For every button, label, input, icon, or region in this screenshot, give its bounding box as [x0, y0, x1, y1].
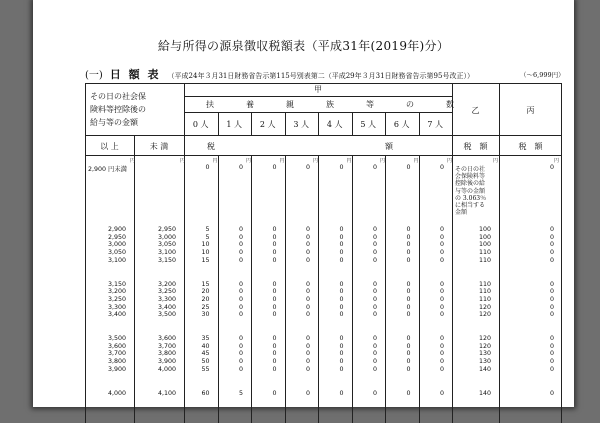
tax-value: 0	[406, 365, 411, 373]
tax-value: 0	[272, 295, 277, 303]
amount-to: 3,500	[157, 311, 176, 319]
hei-value: 0	[549, 358, 554, 366]
amount-to: 3,300	[157, 295, 176, 303]
tax-value: 0	[439, 164, 444, 171]
tax-value: 0	[439, 226, 444, 233]
amount-from: 3,050	[107, 249, 126, 257]
document-page	[33, 0, 574, 407]
tax-value: 0	[406, 280, 411, 288]
tax-value: 0	[439, 280, 444, 288]
tax-value: 0	[439, 342, 444, 350]
tax-value: 0	[439, 233, 444, 241]
tax-value: 0	[439, 358, 444, 366]
tax-value: 0	[238, 226, 243, 233]
tax-value: 0	[406, 241, 411, 249]
table-rule	[85, 135, 562, 136]
amount-from: 3,400	[107, 311, 126, 319]
yen-unit: 円	[554, 158, 560, 164]
otsu-value: 130	[478, 350, 491, 358]
otsu-value: 110	[478, 288, 491, 296]
tax-value: 0	[238, 280, 243, 288]
amount-to: 4,100	[157, 389, 176, 397]
hei-value: 0	[549, 350, 554, 358]
tax-value: 0	[372, 249, 377, 257]
tax-value: 0	[305, 233, 310, 241]
tax-value: 0	[305, 226, 310, 233]
tax-value: 0	[372, 226, 377, 233]
dependent-count: 2 人	[259, 120, 276, 129]
gaku-header: 額	[385, 142, 393, 151]
otsu-note: 会保険料等	[455, 173, 486, 181]
tax-value: 0	[305, 280, 310, 288]
otsu-zei-header: 税 額	[463, 142, 488, 151]
otsu-note: に相当する	[455, 202, 486, 209]
yen-unit: 円	[246, 158, 252, 164]
otsu-note: 与等の金額	[455, 187, 486, 195]
tax-value: 0	[439, 311, 444, 319]
tax-value: 0	[339, 288, 344, 296]
tax-value: 15	[201, 280, 210, 288]
tax-value: 0	[238, 233, 243, 241]
tax-value: 0	[372, 311, 377, 319]
yen-unit: 円	[493, 158, 499, 164]
first-row-miman: 2,900 円未満	[88, 166, 127, 173]
dependent-count: 6 人	[393, 120, 410, 129]
dependents-header: 扶	[206, 100, 214, 109]
amount-from: 3,150	[107, 280, 126, 288]
tax-value: 0	[205, 164, 210, 171]
tax-value: 0	[339, 335, 344, 342]
amount-to: 3,250	[157, 288, 176, 296]
hei-value: 0	[549, 311, 554, 319]
dependents-header: 数	[446, 100, 454, 109]
tax-value: 0	[372, 342, 377, 350]
miman-header: 未 満	[149, 142, 169, 151]
tax-value: 0	[305, 350, 310, 358]
dependent-count: 4 人	[326, 120, 343, 129]
tax-value: 0	[305, 303, 310, 311]
tax-value: 0	[406, 358, 411, 366]
hei-value: 0	[549, 256, 554, 264]
tax-value: 0	[272, 288, 277, 296]
section-number: (一)	[85, 70, 103, 81]
amount-from: 3,600	[107, 342, 126, 350]
tax-value: 0	[305, 241, 310, 249]
dependents-header: 族	[326, 100, 334, 109]
amount-to: 3,200	[157, 280, 176, 288]
amount-from: 3,800	[107, 358, 126, 366]
tax-value: 0	[339, 295, 344, 303]
hei-value: 0	[549, 295, 554, 303]
tax-value: 0	[372, 303, 377, 311]
ijo-header: 以 上	[100, 142, 119, 151]
tax-value: 0	[372, 280, 377, 288]
tax-value: 35	[201, 335, 210, 342]
otsu-note: 金額	[455, 209, 468, 217]
tax-value: 0	[339, 303, 344, 311]
otsu-value: 140	[478, 389, 491, 397]
yen-unit: 円	[413, 158, 419, 164]
tax-value: 0	[406, 256, 411, 264]
tax-value: 0	[272, 389, 277, 397]
amount-from: 3,250	[107, 295, 126, 303]
amount-from: 2,900	[107, 226, 126, 233]
yen-unit: 円	[279, 158, 285, 164]
tax-value: 0	[238, 288, 243, 296]
otsu-value: 130	[478, 358, 491, 366]
tax-value: 0	[406, 249, 411, 257]
tax-value: 0	[439, 256, 444, 264]
hei-value: 0	[549, 241, 554, 249]
tax-value: 0	[272, 350, 277, 358]
tax-value: 0	[272, 342, 277, 350]
amount-from: 3,700	[107, 350, 126, 358]
otsu-value: 120	[478, 342, 491, 350]
tax-value: 0	[238, 164, 243, 171]
tax-value: 0	[339, 389, 344, 397]
tax-value: 0	[272, 249, 277, 257]
hei-zei-header: 税 額	[518, 142, 543, 151]
tax-value: 0	[305, 342, 310, 350]
hei-value: 0	[549, 389, 554, 397]
tax-value: 0	[439, 303, 444, 311]
tax-value: 20	[201, 295, 210, 303]
tax-value: 0	[339, 226, 344, 233]
hei-value: 0	[549, 288, 554, 296]
otsu-header: 乙	[471, 106, 480, 115]
hei-header: 丙	[526, 106, 535, 115]
tax-value: 0	[238, 342, 243, 350]
tax-value: 0	[238, 256, 243, 264]
document-title: 給与所得の源泉徴収税額表（平成31年(2019年)分）	[157, 39, 450, 53]
tax-value: 0	[372, 389, 377, 397]
tax-value: 0	[339, 249, 344, 257]
amount-to: 2,950	[157, 226, 176, 233]
ko-header: 甲	[314, 85, 322, 94]
hei-value: 0	[549, 249, 554, 257]
tax-value: 0	[339, 233, 344, 241]
otsu-value: 120	[478, 311, 491, 319]
dependents-header: 等	[366, 100, 374, 109]
tax-value: 0	[238, 311, 243, 319]
yen-unit: 円	[180, 158, 186, 164]
hei-value: 0	[549, 164, 554, 171]
tax-value: 0	[305, 365, 310, 373]
otsu-note: の 3.063％	[455, 194, 487, 202]
tax-value: 0	[406, 350, 411, 358]
section-note: （平成24年３月31日財務省告示第115号別表第二（平成29年３月31日財務省告示第95号改正））	[167, 72, 474, 80]
yen-unit: 円	[313, 158, 319, 164]
yen-unit: 円	[447, 158, 453, 164]
tax-value: 0	[439, 350, 444, 358]
amount-to: 4,000	[157, 365, 176, 373]
tax-value: 10	[201, 241, 210, 249]
salary-column-header: その日の社会保	[90, 92, 146, 101]
yen-unit: 円	[346, 158, 352, 164]
table-rule	[184, 96, 452, 97]
yen-unit: 円	[212, 158, 218, 164]
otsu-value: 110	[478, 280, 491, 288]
tax-value: 0	[238, 303, 243, 311]
tax-value: 5	[238, 389, 243, 397]
amount-to: 3,050	[157, 241, 176, 249]
amount-from: 3,500	[107, 335, 126, 342]
tax-value: 0	[406, 389, 411, 397]
tax-value: 0	[339, 311, 344, 319]
tax-value: 0	[272, 335, 277, 342]
hei-value: 0	[549, 226, 554, 233]
amount-to: 3,150	[157, 256, 176, 264]
tax-value: 0	[372, 164, 377, 171]
tax-value: 0	[305, 256, 310, 264]
tax-value: 0	[439, 288, 444, 296]
tax-value: 0	[305, 249, 310, 257]
tax-value: 0	[272, 311, 277, 319]
tax-value: 0	[272, 226, 277, 233]
tax-table	[85, 83, 562, 423]
tax-value: 0	[272, 241, 277, 249]
tax-value: 0	[272, 358, 277, 366]
dependent-count: 1 人	[226, 120, 243, 129]
tax-value: 0	[305, 389, 310, 397]
tax-value: 0	[238, 358, 243, 366]
dependent-count: 7 人	[427, 120, 444, 129]
amount-from: 3,100	[107, 256, 126, 264]
tax-value: 0	[305, 288, 310, 296]
amount-from: 3,900	[107, 365, 126, 373]
zei-header: 税	[207, 142, 215, 151]
tax-value: 0	[238, 295, 243, 303]
tax-value: 0	[439, 335, 444, 342]
tax-value: 0	[238, 249, 243, 257]
salary-column-header: 給与等の金額	[90, 118, 138, 127]
tax-value: 0	[339, 241, 344, 249]
hei-value: 0	[549, 233, 554, 241]
tax-value: 0	[305, 311, 310, 319]
tax-value: 0	[238, 365, 243, 373]
tax-value: 0	[272, 280, 277, 288]
table-rule	[561, 83, 562, 423]
tax-value: 40	[201, 342, 210, 350]
amount-to: 3,700	[157, 342, 176, 350]
tax-value: 0	[272, 164, 277, 171]
amount-to: 3,000	[157, 233, 176, 241]
amount-from: 4,000	[107, 389, 126, 397]
amount-from: 3,200	[107, 288, 126, 296]
tax-value: 0	[372, 288, 377, 296]
amount-to: 3,900	[157, 358, 176, 366]
dependents-header: 養	[246, 100, 254, 109]
range-note: （～6,999円）	[520, 71, 565, 79]
tax-value: 0	[372, 256, 377, 264]
tax-value: 0	[272, 303, 277, 311]
tax-value: 0	[372, 365, 377, 373]
tax-value: 0	[406, 295, 411, 303]
otsu-value: 120	[478, 303, 491, 311]
tax-value: 0	[406, 335, 411, 342]
tax-value: 15	[201, 256, 210, 264]
section-heading	[85, 66, 474, 82]
tax-value: 0	[439, 295, 444, 303]
otsu-value: 110	[478, 249, 491, 257]
tax-value: 0	[372, 295, 377, 303]
tax-value: 5	[205, 226, 210, 233]
tax-value: 0	[372, 335, 377, 342]
amount-to: 3,100	[157, 249, 176, 257]
tax-value: 45	[201, 350, 210, 358]
yen-unit: 円	[380, 158, 386, 164]
section-name: 日 額 表	[109, 68, 161, 81]
tax-value: 0	[406, 288, 411, 296]
table-rule	[134, 135, 135, 423]
yen-unit: 円	[130, 158, 136, 164]
tax-value: 0	[406, 233, 411, 241]
tax-value: 0	[272, 256, 277, 264]
tax-value: 0	[406, 342, 411, 350]
tax-value: 10	[201, 249, 210, 257]
hei-value: 0	[549, 335, 554, 342]
tax-value: 60	[201, 389, 210, 397]
tax-value: 0	[339, 256, 344, 264]
tax-value: 5	[205, 233, 210, 241]
otsu-value: 100	[478, 241, 491, 249]
tax-value: 0	[372, 241, 377, 249]
tax-value: 0	[305, 358, 310, 366]
tax-value: 0	[305, 164, 310, 171]
otsu-value: 140	[478, 365, 491, 373]
dependent-count: 0 人	[192, 120, 209, 129]
amount-to: 3,800	[157, 350, 176, 358]
hei-value: 0	[549, 342, 554, 350]
tax-value: 0	[339, 365, 344, 373]
tax-value: 0	[372, 350, 377, 358]
tax-value: 0	[339, 342, 344, 350]
tax-value: 0	[238, 335, 243, 342]
amount-from: 3,300	[107, 303, 126, 311]
tax-value: 50	[201, 358, 210, 366]
hei-value: 0	[549, 365, 554, 373]
tax-value: 20	[201, 288, 210, 296]
tax-value: 0	[305, 335, 310, 342]
tax-value: 0	[406, 303, 411, 311]
tax-value: 0	[372, 358, 377, 366]
tax-value: 0	[439, 241, 444, 249]
tax-value: 30	[201, 311, 210, 319]
tax-value: 0	[406, 226, 411, 233]
otsu-value: 110	[478, 256, 491, 264]
tax-value: 0	[372, 233, 377, 241]
dependent-count: 5 人	[360, 120, 377, 129]
otsu-note: その日の社	[455, 166, 486, 173]
tax-value: 0	[305, 295, 310, 303]
salary-column-header: 険料等控除後の	[90, 105, 146, 114]
dependent-count: 3 人	[293, 120, 310, 129]
otsu-note: 控除後の給	[455, 180, 486, 188]
tax-value: 0	[339, 350, 344, 358]
tax-value: 0	[339, 164, 344, 171]
tax-value: 0	[439, 249, 444, 257]
otsu-value: 100	[478, 233, 491, 241]
amount-from: 2,950	[107, 233, 126, 241]
dependents-header: 親	[286, 100, 294, 109]
tax-value: 25	[201, 303, 210, 311]
amount-to: 3,600	[157, 335, 176, 342]
tax-value: 0	[272, 233, 277, 241]
amount-from: 3,000	[107, 241, 126, 249]
otsu-value: 110	[478, 295, 491, 303]
tax-value: 0	[406, 311, 411, 319]
otsu-value: 100	[478, 226, 491, 233]
tax-value: 55	[201, 365, 210, 373]
tax-value: 0	[406, 164, 411, 171]
table-rule	[499, 83, 500, 423]
table-rule	[85, 155, 562, 156]
tax-value: 0	[439, 389, 444, 397]
dependents-header: の	[406, 100, 414, 109]
otsu-value: 120	[478, 335, 491, 342]
tax-value: 0	[238, 241, 243, 249]
tax-value: 0	[272, 365, 277, 373]
hei-value: 0	[549, 280, 554, 288]
tax-value: 0	[439, 365, 444, 373]
amount-to: 3,400	[157, 303, 176, 311]
hei-value: 0	[549, 303, 554, 311]
tax-value: 0	[339, 280, 344, 288]
tax-value: 0	[339, 358, 344, 366]
tax-value: 0	[238, 350, 243, 358]
